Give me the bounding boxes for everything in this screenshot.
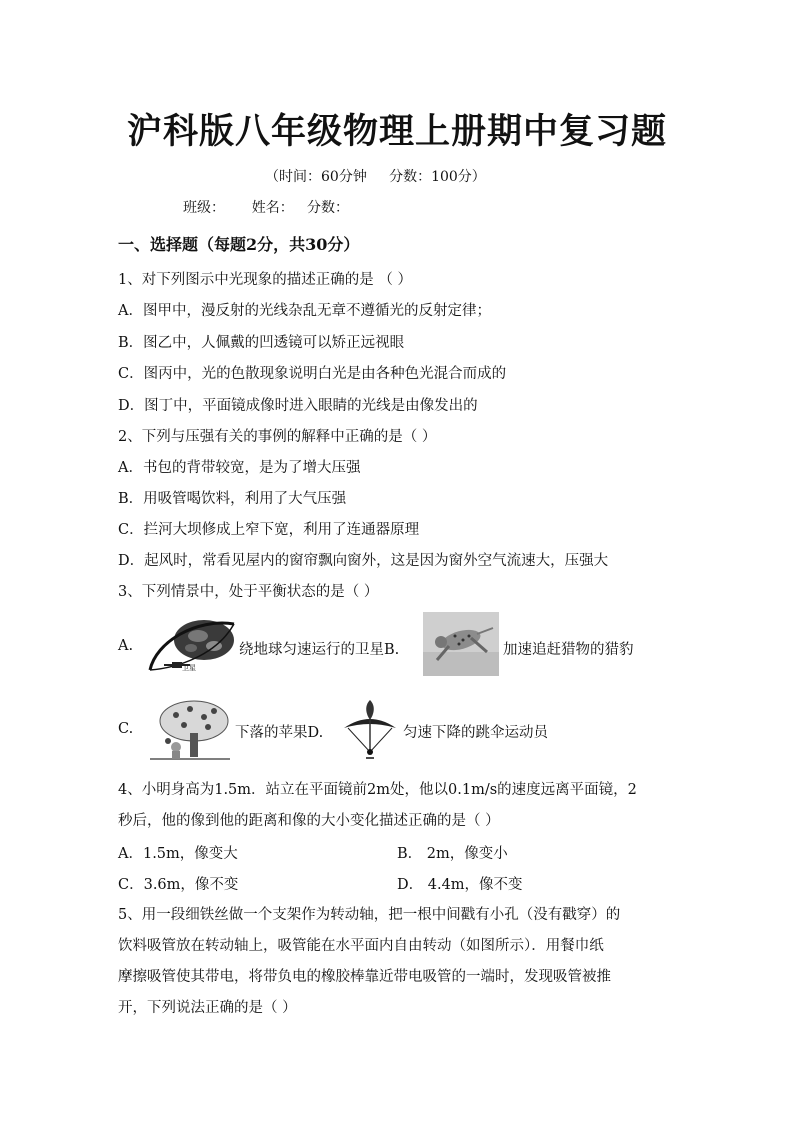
q2-stem: 2、下列与压强有关的事例的解释中正确的是（ ） [118, 429, 437, 445]
page-title: 沪科版八年级物理上册期中复习题 [126, 111, 667, 152]
q1-option-d: D．图丁中，平面镜成像时进入眼睛的光线是由像发出的 [118, 398, 478, 414]
q1-stem: 1、对下列图示中光现象的描述正确的是 （ ） [118, 272, 412, 288]
q2-option-c: C．拦河大坝修成上窄下宽，利用了连通器原理 [118, 522, 420, 538]
q3-stem: 3、下列情景中，处于平衡状态的是（ ） [118, 584, 379, 600]
q5-stem-line4: 开，下列说法正确的是（ ） [118, 1000, 297, 1016]
q4-option-d: D． 4.4m，像不变 [397, 877, 523, 893]
q5-stem-line2: 饮料吸管放在转动轴上，吸管能在水平面内自由转动（如图所示）．用餐巾纸 [118, 938, 604, 954]
q1-option-a: A．图甲中，漫反射的光线杂乱无章不遵循光的反射定律； [118, 303, 491, 319]
q2-option-d: D．起风时，常看见屋内的窗帘飘向窗外，这是因为窗外空气流速大，压强大 [118, 553, 609, 569]
q3-option-c-label: C. [118, 721, 134, 737]
q1-option-c: C．图丙中，光的色散现象说明白光是由各种色光混合而成的 [118, 366, 507, 382]
q3-option-a-text: 绕地球匀速运行的卫星B. [239, 642, 400, 658]
cheetah-image [423, 612, 499, 676]
q2-option-a: A．书包的背带较宽，是为了增大压强 [118, 460, 361, 476]
q4-stem-line2: 秒后，他的像到他的距离和像的大小变化描述正确的是（ ） [118, 813, 500, 829]
parachutist-image [338, 696, 402, 764]
q5-stem-line3: 摩擦吸管使其带电，将带负电的橡胶棒靠近带电吸管的一端时，发现吸管被推 [118, 969, 611, 985]
satellite-image [146, 612, 236, 674]
q5-stem-line1: 5、用一段细铁丝做一个支架作为转动轴，把一根中间戳有小孔（没有戳穿）的 [118, 907, 621, 923]
section-heading: 一、选择题（每题2分，共30分） [118, 235, 360, 254]
q4-option-a: A．1.5m，像变大 [118, 846, 238, 862]
q3-option-b-text: 加速追赶猎物的猎豹 [503, 642, 634, 658]
apple-tree-image [146, 697, 232, 763]
q4-option-b: B． 2m，像变小 [397, 846, 508, 862]
student-info-line: 班级： 姓名： 分数： [183, 200, 350, 216]
q1-option-b: B．图乙中，人佩戴的凹透镜可以矫正远视眼 [118, 335, 405, 351]
q4-stem-line1: 4、小明身高为1.5m．站立在平面镜前2m处，他以0.1m/s的速度远离平面镜，2 [118, 782, 637, 798]
q3-option-c-text: 下落的苹果D. [235, 725, 324, 741]
exam-meta: （时间：60分钟 分数：100分） [265, 169, 486, 185]
q2-option-b: B．用吸管喝饮料，利用了大气压强 [118, 491, 347, 507]
q3-option-a-label: A. [118, 638, 134, 654]
satellite-tag: 卫星 [182, 664, 196, 672]
q4-option-c: C．3.6m，像不变 [118, 877, 239, 893]
q3-option-d-text: 匀速下降的跳伞运动员 [403, 725, 548, 741]
